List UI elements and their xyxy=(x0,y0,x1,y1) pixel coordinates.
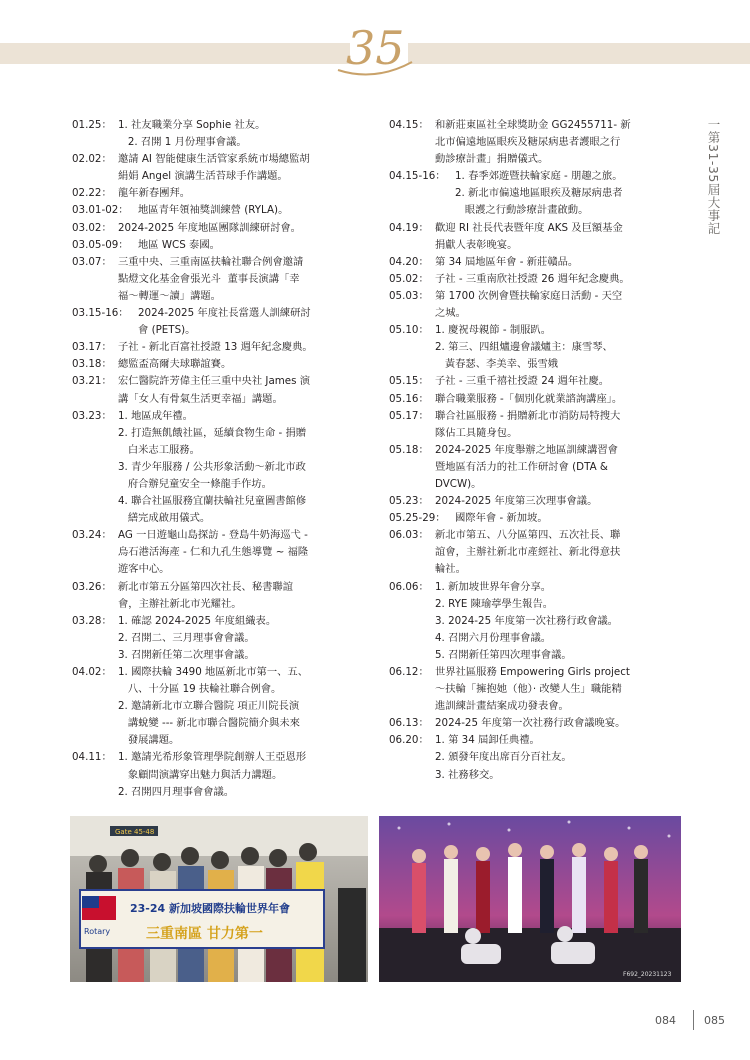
event-entry xyxy=(389,408,685,442)
event-text-line: 發展講題。 xyxy=(118,734,180,747)
event-entry xyxy=(389,493,685,510)
event-date: 03.01-02： xyxy=(72,204,129,217)
event-text-line: 三重中央、三重南區扶輪社聯合例會邀請 xyxy=(118,255,304,268)
event-text-line: 2024-25 年度第一次社務行政會議晚宴。 xyxy=(435,717,626,730)
event-text-line: 烏石港活海產 - 仁和九孔生態導覽 ~ 福隆 xyxy=(118,546,309,559)
event-date: 05.23： xyxy=(389,495,429,508)
event-text-line: 4. 召開六月份理事會議。 xyxy=(435,631,552,644)
event-text-line: 2. 邀請新北市立聯合醫院 項正川院長演 xyxy=(118,700,300,713)
event-date: 05.16： xyxy=(389,392,429,405)
event-text-line: 地區青年領袖獎訓練營 (RYLA)。 xyxy=(138,204,289,217)
event-text-line: 地區 WCS 泰國。 xyxy=(138,238,220,251)
event-text-line: 3. 青少年服務 / 公共形象活動～新北市政 xyxy=(118,460,306,473)
event-entry xyxy=(389,664,685,715)
event-text-line: 1. 邀請光希形象管理學院創辦人王亞恩形 xyxy=(118,751,307,764)
event-date: 04.15： xyxy=(389,119,429,131)
event-text-line: 1. 地區成年禮。 xyxy=(118,409,193,422)
banner-line1: 23-24 新加坡國際扶輪世界年會 xyxy=(130,902,291,915)
event-date: 05.25-29： xyxy=(389,512,446,525)
event-entry xyxy=(389,391,685,408)
gate-sign-text: Gate 45-48 xyxy=(115,828,155,836)
event-date: 03.17： xyxy=(72,341,112,354)
event-text-line: 3. 2024-25 年度第一次社務行政會議。 xyxy=(435,614,618,627)
event-entry xyxy=(389,254,685,271)
event-text-line: 1. 確認 2024-2025 年度組織表。 xyxy=(118,614,277,627)
event-entry xyxy=(72,339,368,356)
event-date: 03.02： xyxy=(72,221,112,234)
anniversary-logo xyxy=(330,18,420,78)
event-text-line: 2024-2025 年度第三次理事會議。 xyxy=(435,495,598,508)
event-text-line: 3. 社務移交。 xyxy=(435,768,500,781)
event-date: 03.18： xyxy=(72,358,112,371)
event-text-line: 眼護之行動診療計畫啟動。 xyxy=(455,204,589,217)
event-text-line: 2. 新北市偏遠地區眼疾及糖尿病患者 xyxy=(455,187,623,200)
event-entry xyxy=(72,356,368,373)
event-text-line: 2024-2025 年度舉辦之地區訓練講習會 xyxy=(435,443,618,456)
event-date: 05.02： xyxy=(389,272,429,285)
event-date: 03.21： xyxy=(72,375,112,388)
event-date: 05.03： xyxy=(389,289,429,302)
event-text-line: 八、十分區 19 扶輪社聯合例會。 xyxy=(118,683,282,696)
event-text-line: 新北市第五分區第四次社長、秘書聯誼 xyxy=(118,580,294,593)
side-title: 一第31-35屆大事記 xyxy=(706,118,721,235)
event-date: 03.23： xyxy=(72,409,112,422)
event-date: 04.19： xyxy=(389,221,429,234)
event-entry xyxy=(72,749,368,800)
event-text-line: 新北市第五、八分區第四、五次社長、聯 xyxy=(435,529,621,542)
event-entry xyxy=(72,373,368,407)
event-text-line: 世界社區服務 Empowering Girls project xyxy=(435,666,630,678)
event-text-line: 講「女人有骨氣生活更幸福」講題。 xyxy=(118,392,283,405)
event-date: 02.02： xyxy=(72,153,112,166)
event-entry xyxy=(389,271,685,288)
event-text-line: AG 一日遊龜山島探訪 - 登島牛奶海巡弋 - xyxy=(118,529,308,542)
event-date: 01.25： xyxy=(72,119,112,131)
event-text-line: 2. 頒發年度出席百分百社友。 xyxy=(435,751,572,764)
event-text-line: 2024-2025 年度地區團隊訓練研討會。 xyxy=(118,221,301,234)
event-text-line: 總監盃高爾夫球聯誼賽。 xyxy=(118,358,232,371)
event-text-line: 2. 召開 1 月份理事會議。 xyxy=(118,136,247,149)
event-text-line: 府合辦兒童安全一條龍手作坊。 xyxy=(118,477,272,490)
event-date: 06.20： xyxy=(389,734,429,747)
event-date: 03.05-09： xyxy=(72,238,129,251)
photo-group-airport xyxy=(70,816,368,982)
header-band-left xyxy=(0,43,350,64)
event-text-line: 之城。 xyxy=(435,307,466,320)
event-text-line: 1. 新加坡世界年會分享。 xyxy=(435,580,552,593)
event-entry xyxy=(389,732,685,783)
event-text-line: 1. 春季郊遊暨扶輪家庭 - 朋趣之旅。 xyxy=(455,170,623,183)
event-date: 03.15-16： xyxy=(72,307,129,320)
event-entry xyxy=(389,442,685,493)
event-entry xyxy=(72,579,368,613)
event-text-line: 隊佔工具隨身包。 xyxy=(435,426,518,439)
event-date: 02.22： xyxy=(72,187,112,200)
event-entry xyxy=(389,117,685,168)
event-text-line: 宏仁醫院許芳偉主任三重中央社 James 演 xyxy=(118,375,311,388)
event-date: 06.03： xyxy=(389,529,429,542)
event-text-line: 2024-2025 年度社長當選人訓練研討 xyxy=(138,307,311,320)
logo-number: 35 xyxy=(346,21,405,75)
event-text-line: ～扶輪「擁抱她（他）‧ 改變人生」職能精 xyxy=(435,683,622,696)
event-text-line: 子社 - 三重千禧社授證 24 週年社慶。 xyxy=(435,375,610,388)
event-entry xyxy=(72,254,368,305)
page-number-right: 085 xyxy=(704,1014,725,1027)
event-text-line: 誼會，主辦社新北市產經社、新北得意扶 xyxy=(435,546,621,559)
event-entry xyxy=(389,168,685,219)
event-text-line: 龍年新春團拜。 xyxy=(118,187,191,200)
event-text-line: 1. 國際扶輪 3490 地區新北市第一、五、 xyxy=(118,666,309,678)
event-text-line: 子社 - 三重南欣社授證 26 週年紀念慶典。 xyxy=(435,272,630,285)
event-text-line: 點燈文化基金會張光斗 董事長演講「幸 xyxy=(118,272,300,285)
event-entry xyxy=(389,579,685,664)
event-text-line: 4. 聯合社區服務宜蘭扶輪社兒童圖書館修 xyxy=(118,495,307,508)
event-date: 03.24： xyxy=(72,529,112,542)
photo-qipao-stage xyxy=(379,816,681,982)
event-entry xyxy=(72,408,368,528)
header-band-right xyxy=(408,43,750,64)
event-text-line: 和新莊東區社全球獎助金 GG2455711- 新 xyxy=(435,119,631,131)
event-text-line: 北市偏遠地區眼疾及糖尿病患者護眼之行 xyxy=(435,136,621,149)
event-text-line: 暨地區有活力的社工作研討會 (DTA & xyxy=(435,460,608,473)
event-entry xyxy=(389,220,685,254)
event-text-line: 遊客中心。 xyxy=(118,563,170,576)
event-date: 04.11： xyxy=(72,751,112,764)
event-text-line: 會，主辦社新北市光耀社。 xyxy=(118,597,242,610)
event-text-line: 聯合職業服務 -「個別化就業諮詢講座」。 xyxy=(435,392,623,405)
event-entry xyxy=(389,510,685,527)
event-entry xyxy=(72,527,368,578)
event-entry xyxy=(389,527,685,578)
event-text-line: 講蛻變 --- 新北市聯合醫院簡介與未來 xyxy=(118,717,300,730)
event-text-line: 第 1700 次例會暨扶輪家庭日活動 - 天空 xyxy=(435,289,623,302)
event-text-line: 2. RYE 陳瑜葶學生報告。 xyxy=(435,597,554,610)
event-text-line: 1. 第 34 屆卸任典禮。 xyxy=(435,734,540,747)
event-entry xyxy=(72,185,368,202)
event-text-line: 2. 打造無飢餓社區，延續食物生命 - 捐贈 xyxy=(118,426,307,439)
banner-line2: 三重南區 甘力第一 xyxy=(146,926,263,942)
event-text-line: 國際年會 - 新加坡。 xyxy=(455,512,548,525)
event-text-line: 聯合社區服務 - 捐贈新北市消防局特搜大 xyxy=(435,409,621,422)
event-date: 06.13： xyxy=(389,717,429,730)
page-number-divider xyxy=(693,1010,694,1030)
event-text-line: 2. 第三、四組爐邊會議爐主：康雪琴、 xyxy=(435,341,613,354)
event-text-line: 黃春瑟、李美幸、張雪娥 xyxy=(435,358,559,371)
banner-rotary: Rotary xyxy=(84,927,111,936)
event-entry xyxy=(72,202,368,219)
event-date: 05.18： xyxy=(389,443,429,456)
event-text-line: 絹娟 Angel 演講生活苔球手作講題。 xyxy=(118,170,288,183)
event-text-line: 3. 召開新任第二次理事會議。 xyxy=(118,648,255,661)
page-number-left: 084 xyxy=(655,1014,676,1027)
events-column-right xyxy=(389,117,685,784)
event-date: 04.15-16： xyxy=(389,170,446,183)
event-entry xyxy=(72,220,368,237)
event-text-line: 1. 慶祝母親節 - 制服趴。 xyxy=(435,324,552,337)
event-text-line: 歡迎 RI 社長代表暨年度 AKS 及巨額基金 xyxy=(435,221,623,234)
event-date: 05.17： xyxy=(389,409,429,422)
event-date: 05.10： xyxy=(389,324,429,337)
event-text-line: 5. 召開新任第四次理事會議。 xyxy=(435,648,572,661)
event-entry xyxy=(72,237,368,254)
event-text-line: 2. 召開二、三月理事會會議。 xyxy=(118,631,255,644)
event-date: 05.15： xyxy=(389,375,429,388)
event-text-line: 會 (PETS)。 xyxy=(138,324,196,337)
event-text-line: 2. 召開四月理事會會議。 xyxy=(118,785,235,798)
event-text-line: 進訓練計畫結案成功發表會。 xyxy=(435,700,569,713)
event-entry xyxy=(72,305,368,339)
event-text-line: 捐獻人表彰晚宴。 xyxy=(435,238,518,251)
event-entry xyxy=(72,151,368,185)
event-text-line: 邀請 AI 智能健康生活管家系統市場總監胡 xyxy=(118,153,310,166)
events-column-left xyxy=(72,117,368,801)
photo-stamp: F692_20231123 xyxy=(623,971,672,978)
event-text-line: 輪社。 xyxy=(435,563,466,576)
event-text-line: 第 34 屆地區年會 - 新莊贛品。 xyxy=(435,255,579,268)
event-entry xyxy=(389,322,685,373)
event-entry xyxy=(389,373,685,390)
event-date: 04.20： xyxy=(389,255,429,268)
event-text-line: 繕完成啟用儀式。 xyxy=(118,512,211,525)
event-date: 03.07： xyxy=(72,255,112,268)
event-text-line: 福～轉運～讀」講題。 xyxy=(118,289,221,302)
event-date: 06.06： xyxy=(389,580,429,593)
event-entry xyxy=(389,288,685,322)
event-date: 03.28： xyxy=(72,614,112,627)
event-text-line: 動診療計畫」捐贈儀式。 xyxy=(435,153,549,166)
event-text-line: 1. 社友職業分享 Sophie 社友。 xyxy=(118,119,266,131)
event-text-line: DVCW)。 xyxy=(435,477,482,490)
event-text-line: 象顧問演講穿出魅力與活力講題。 xyxy=(118,768,283,781)
event-date: 04.02： xyxy=(72,666,112,678)
event-entry xyxy=(72,664,368,749)
event-text-line: 子社 - 新北百富社授證 13 週年紀念慶典。 xyxy=(118,341,313,354)
event-entry xyxy=(72,613,368,664)
event-entry xyxy=(389,715,685,732)
event-text-line: 白米志工服務。 xyxy=(118,443,200,456)
event-date: 06.12： xyxy=(389,666,429,678)
event-date: 03.26： xyxy=(72,580,112,593)
event-entry xyxy=(72,117,368,151)
